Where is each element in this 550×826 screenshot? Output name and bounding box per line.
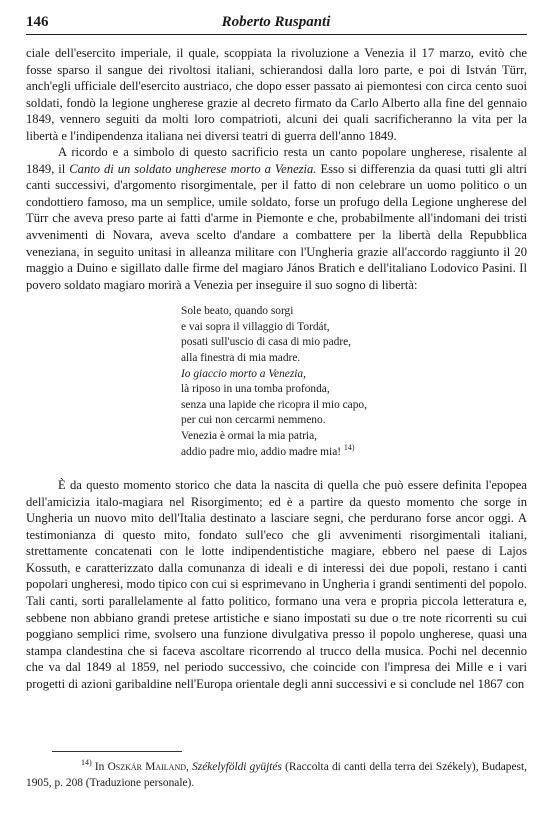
footnote-prefix: In: [91, 761, 108, 773]
poem-line: e vai sopra il villaggio di Tordát,: [181, 320, 330, 333]
poem-line: Sole beato, quando sorgi: [181, 305, 294, 318]
song-title: Canto di un soldato ungherese morto a Venezia.: [69, 161, 317, 176]
paragraph-1: ciale dell'esercito imperiale, il quale, scoppiata la rivoluzione a Venezia il 17 marzo, evitò che fosse sparso il sangue dei rivoltosi italiani, schierandosi dalla loro parte, e poi di István Türr, anch'egli ufficiale dell'esercito austriaco, che dopo esser passato ai piemontesi con circa cento suoi soldati, fondò la legione ungherese grazie al decreto firmato da Carlo Alberto alla fine del gennaio 1849, vennero seguiti da molti loro compatrioti, alcuni dei quali sacrificheranno la vita per la libertà e l'indipendenza italiana nei diversi teatri di guerra dell'anno 1849.: [26, 46, 527, 143]
poem-line: per cui non cercarmi nemmeno.: [181, 414, 326, 427]
paragraph-3: È da questo momento storico che data la nascita di quella che può essere definita l'epopea dell'amicizia italo-magiara nel Risorgimento; ed è a partire da questo momento che sorge in Ungheria un nuovo mito dell'Italia destinato a lasciare segni, che perdurano forse ancor oggi. A testimonianza di questo mito, fondato sull'eco che gli avvenimenti risorgimentali italiani, strettamente concatenati con le lotte indipendentistiche magiare, ebbero nel paese di Lajos Kossuth, e caratterizzato dalla comunanza di ideali e di interessi dei due popoli, restano i canti popolari ungheresi, modo tipico con cui si esprimevano in Ungheria i grandi sentimenti del popolo. Tali canti, sorti parallelamente al fatto politico, formano una vera e propria piccola letteratura e, sebbene non abbiano grandi pretese artistiche e siano impostati su due o tre note ricorrenti su cui poggiano semplici rime, svolsero una funzione divulgativa presso il popolo ungherese, quasi una stampa clandestina che si faceva ascoltare ricorrendo al trucco della musica. Pochi nel decennio che va dal 1849 al 1859, nel periodo successivo, che coincide con l'impresa dei Mille e i vari progetti di azioni garibaldine nell'Europa orientale degli anni successivi e si conclude nel 1867 con: [26, 478, 527, 691]
paragraph-2: [26, 144, 527, 293]
poem-line: addio padre mio, addio madre mia!: [181, 445, 342, 458]
footnote-marker: 14): [81, 758, 92, 768]
paragraph-2-text-cont: Esso si differenzia da quasi tutti gli altri canti successivi, d'argomento risorgimentale, per il fatto di non celebrare un uomo politico o un condottiero famoso, ma un semplice, umile soldato, forse un profugo della Legione ungherese del Türr che aveva preso parte ai fatti d'arme in Piemonte e che, probabilmente all'indomani dei tristi avvenimenti di Novara, aveva scelto d'andare a combattere per la libertà della Repubblica veneziana, in seguito unitasi in alleanza militare con l'Ungheria grazie all'accordo raggiunto il 20 maggio a Duino e sigillato dalle firme del magiaro János Bratich e dell'italiano Lodovico Pasini. Il povero soldato magiaro morirà a Venezia per inseguire il suo sogno di libertà:: [26, 161, 527, 292]
poem-line: là riposo in una tomba profonda,: [181, 383, 330, 396]
header-rule: [26, 34, 527, 35]
poem-last-line: [181, 442, 527, 461]
running-head: Roberto Ruspanti: [221, 14, 331, 30]
poem-line: alla finestra di mia madre.: [181, 351, 301, 364]
footnote-rule: [52, 751, 182, 752]
body-text: [26, 45, 527, 692]
page-header: [26, 12, 526, 32]
poem-line: senza una lapide che ricopra il mio capo,: [181, 398, 367, 411]
footnote-rest: (Raccolta di canti della terra dei Székely), Budapest, 1905, p. 208 (Traduzione personale).: [26, 761, 528, 789]
footnote: [26, 759, 527, 791]
footnote-reference: 14): [343, 442, 355, 452]
poem-line-italic: Io giaccio morto a Venezia,: [181, 367, 306, 380]
poem: [181, 304, 527, 460]
page-number: 146: [26, 14, 49, 30]
footnote-sep: ,: [186, 761, 193, 773]
footnote-author: Oszkár Mailand: [107, 761, 187, 773]
footnote-title: Székelyföldi gyüjtés: [192, 761, 282, 773]
poem-line: Venezia è ormai la mia patria,: [181, 429, 317, 442]
poem-line: posati sull'uscio di casa di mio padre,: [181, 336, 352, 349]
paragraph-2-text: A ricordo e a simbolo di questo sacrificio resta un canto popolare ungherese, risalente al 1849, il: [26, 145, 527, 176]
